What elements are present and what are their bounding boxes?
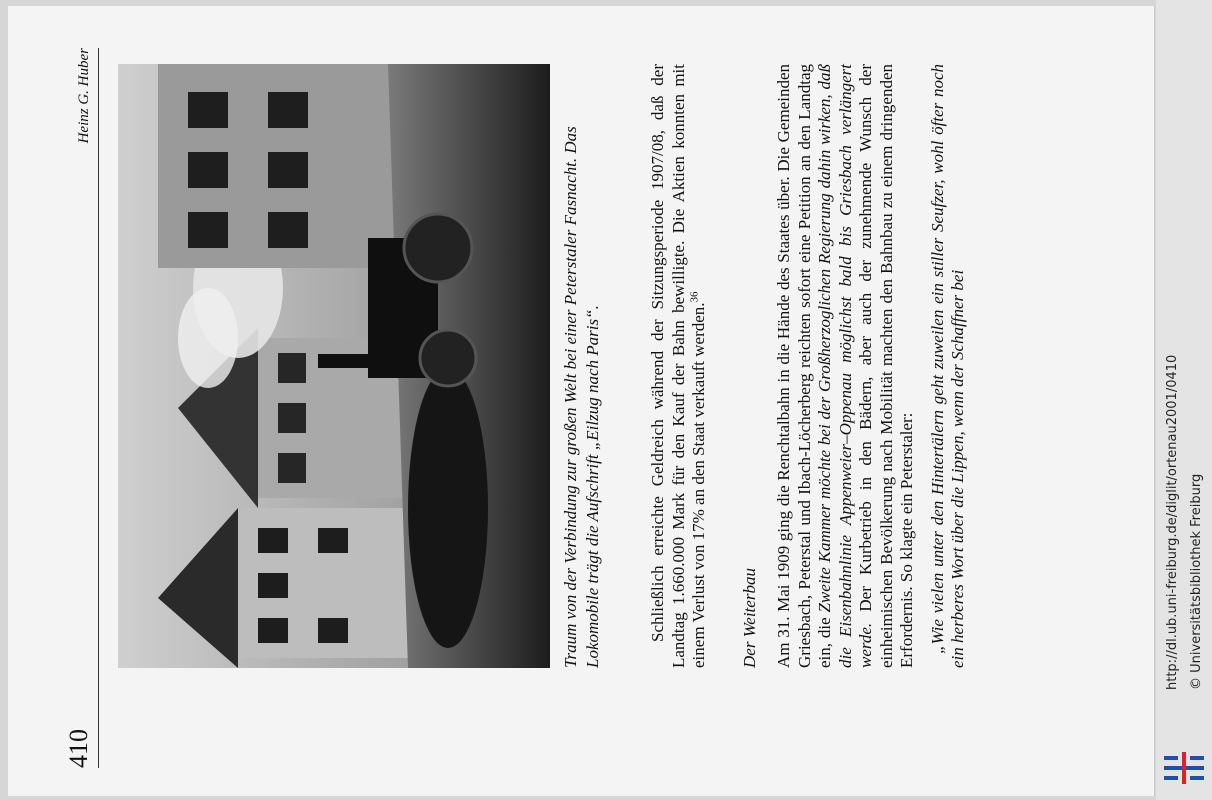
source-url-wrap <box>1163 10 1183 690</box>
paragraph-3: „Wie vielen unter den Hintertälern geht zuweilen ein stiller Seufzer, wohl öfter noch ein herberes Wort über die Lippen, wenn der Schaffner bei <box>927 64 967 668</box>
source-url[interactable]: http://dl.ub.uni-freiburg.de/diglit/ortenau2001/0410 <box>1165 354 1180 690</box>
running-head-author: Heinz G. Huber <box>76 48 92 144</box>
paragraph-1-text: Schließlich erreichte Geldreich während der Sitzungsperiode 1907/08, daß der Landtag 1.660.000 Mark für den Kauf der Bahn bewilligte. Die Aktien konnten mit einem Verlust von 17% an den Staat verkauft werden. <box>648 64 708 668</box>
credit-wrap <box>1187 10 1207 690</box>
paragraph-1 <box>648 64 710 668</box>
page-number: 410 <box>64 729 93 768</box>
body-text <box>648 64 969 668</box>
section-heading: Der Weiterbau <box>739 568 759 668</box>
paragraph-2-text-a: Am 31. Mai 1909 ging die Renchtalbahn in die Hände des Staates über. Die Gemeinden Griesbach, Peterstal und Ibach-Löcherberg reichten sofort eine Petition an den Landtag ein, die <box>774 64 834 668</box>
footnote-ref: 36 <box>688 291 701 303</box>
figure-caption: Traum von der Verbindung zur großen Welt bei einer Peterstaler Fasnacht. Das Lokomobile trägt die Aufschrift „Eilzug nach Paris“. <box>561 126 602 668</box>
library-logo-icon <box>1164 752 1204 784</box>
historic-photo <box>118 64 550 668</box>
paragraph-2 <box>774 64 918 668</box>
paragraph-2-quote: Zweite Kammer möchte bei der Großherzoglichen Regierung dahin wirken, daß die Eisenbahnlinie Appenweier–Oppenau möglichst bald bis Griesbach verlängert werde. <box>815 64 875 668</box>
paragraph-2-text-b: Der Kurbetrieb in den Bädern, aber auch der zunehmende Wunsch der einheimischen Bevölkerung nach Mobilität machten den Bahnbau zu einem dringenden Erfordernis. So klagte ein Peterstaler: <box>856 64 916 668</box>
running-header <box>64 48 99 768</box>
rotated-page-content <box>8 6 1154 796</box>
library-credit: © Universitätsbibliothek Freiburg <box>1189 473 1204 690</box>
